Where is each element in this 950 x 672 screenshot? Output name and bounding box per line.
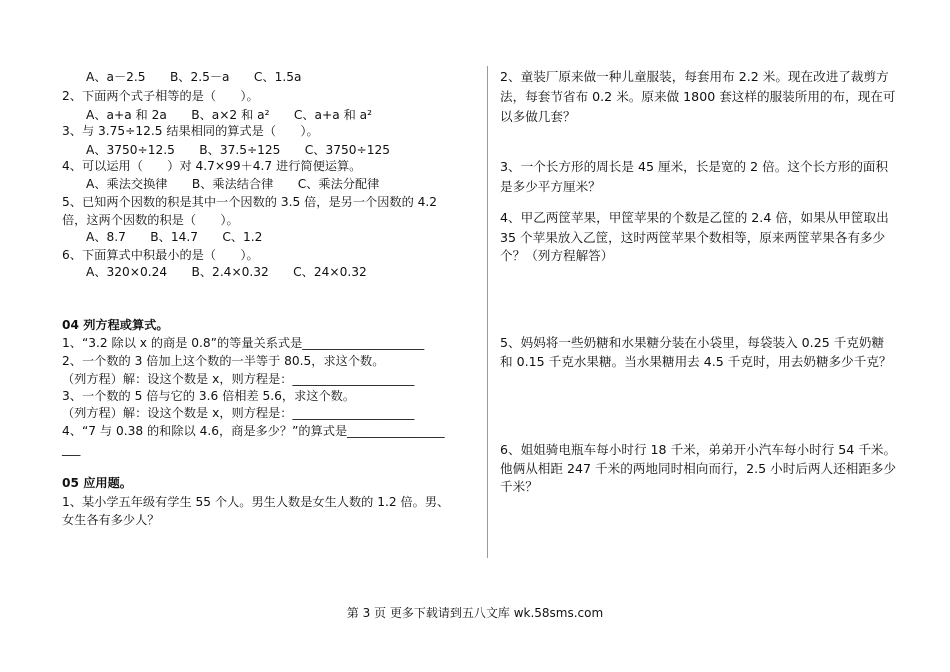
s04-q2-equation: （列方程）解：设这个数是 x，则方程是：____________________ [62, 372, 415, 386]
q5-options: A、8.7 B、14.7 C、1.2 [86, 230, 263, 244]
s04-q3: 3、一个数的 5 倍与它的 3.6 倍相差 5.6，求这个数。 [62, 389, 356, 403]
r-q4-line3: 个？（列方程解答） [500, 248, 614, 263]
s05-q1-line2: 女生各有多少人？ [62, 513, 160, 527]
q2-options: A、a+a 和 2a B、a×2 和 a² C、a+a 和 a² [86, 108, 372, 122]
s04-q1: 1、“3.2 除以 x 的商是 0.8”的等量关系式是____________________ [62, 336, 425, 350]
r-q4-line2: 35 个苹果放入乙筐，这时两筐苹果个数相等，原来两筐苹果各有多少 [500, 230, 886, 245]
r-q6-line1: 6、姐姐骑电瓶车每小时行 18 千米，弟弟开小汽车每小时行 54 千米。 [500, 442, 897, 457]
q4-options: A、乘法交换律 B、乘法结合律 C、乘法分配律 [86, 177, 380, 191]
q4-text: 4、可以运用（ ）对 4.7×99＋4.7 进行简便运算。 [62, 159, 362, 173]
q6-text: 6、下面算式中积最小的是（ ）。 [62, 248, 259, 262]
s04-q3-equation: （列方程）解：设这个数是 x，则方程是：____________________ [62, 406, 415, 420]
q5-text-line1: 5、已知两个因数的积是其中一个因数的 3.5 倍，是另一个因数的 4.2 [62, 195, 438, 209]
q6-options: A、320×0.24 B、2.4×0.32 C、24×0.32 [86, 265, 367, 279]
q5-text-line2: 倍，这两个因数的积是（ ）。 [62, 213, 239, 227]
q3-text: 3、与 3.75÷12.5 结果相同的算式是（ ）。 [62, 124, 319, 138]
s04-q2: 2、一个数的 3 倍加上这个数的一半等于 80.5，求这个数。 [62, 354, 385, 368]
q1-options: A、a－2.5 B、2.5－a C、1.5a [86, 70, 302, 84]
s04-q4-continuation: ___ [62, 442, 81, 456]
r-q2-line3: 以多做几套？ [500, 109, 576, 124]
r-q5-line1: 5、妈妈将一些奶糖和水果糖分装在小袋里，每袋装入 0.25 千克奶糖 [500, 335, 885, 350]
r-q4-line1: 4、甲乙两筐苹果，甲筐苹果的个数是乙筐的 2.4 倍，如果从甲筐取出 [500, 210, 889, 225]
section-04-title: 04 列方程或算式。 [62, 318, 169, 332]
r-q5-line2: 和 0.15 千克水果糖。当水果糖用去 4.5 千克时，用去奶糖多少千克？ [500, 354, 892, 369]
page-footer: 第 3 页 更多下载请到五八文库 wk.58sms.com [346, 606, 604, 620]
q2-text: 2、下面两个式子相等的是（ ）。 [62, 89, 259, 103]
section-05-title: 05 应用题。 [62, 476, 132, 490]
r-q2-line2: 法，每套节省布 0.2 米。原来做 1800 套这样的服装所用的布，现在可 [500, 89, 896, 104]
s05-q1-line1: 1、某小学五年级有学生 55 个人。男生人数是女生人数的 1.2 倍。男、 [62, 495, 450, 509]
s04-q4: 4、“7 与 0.38 的和除以 4.6，商是多少？”的算式是________________ [62, 424, 445, 438]
r-q6-line2: 他俩从相距 247 千米的两地同时相向而行，2.5 小时后两人还相距多少 [500, 461, 897, 476]
r-q6-line3: 千米？ [500, 479, 538, 494]
column-divider [487, 66, 488, 558]
r-q3-line1: 3、一个长方形的周长是 45 厘米，长是宽的 2 倍。这个长方形的面积 [500, 159, 889, 174]
q3-options: A、3750÷12.5 B、37.5÷125 C、3750÷125 [86, 143, 390, 157]
r-q2-line1: 2、童装厂原来做一种儿童服装，每套用布 2.2 米。现在改进了裁剪方 [500, 69, 889, 84]
r-q3-line2: 是多少平方厘米？ [500, 179, 601, 194]
